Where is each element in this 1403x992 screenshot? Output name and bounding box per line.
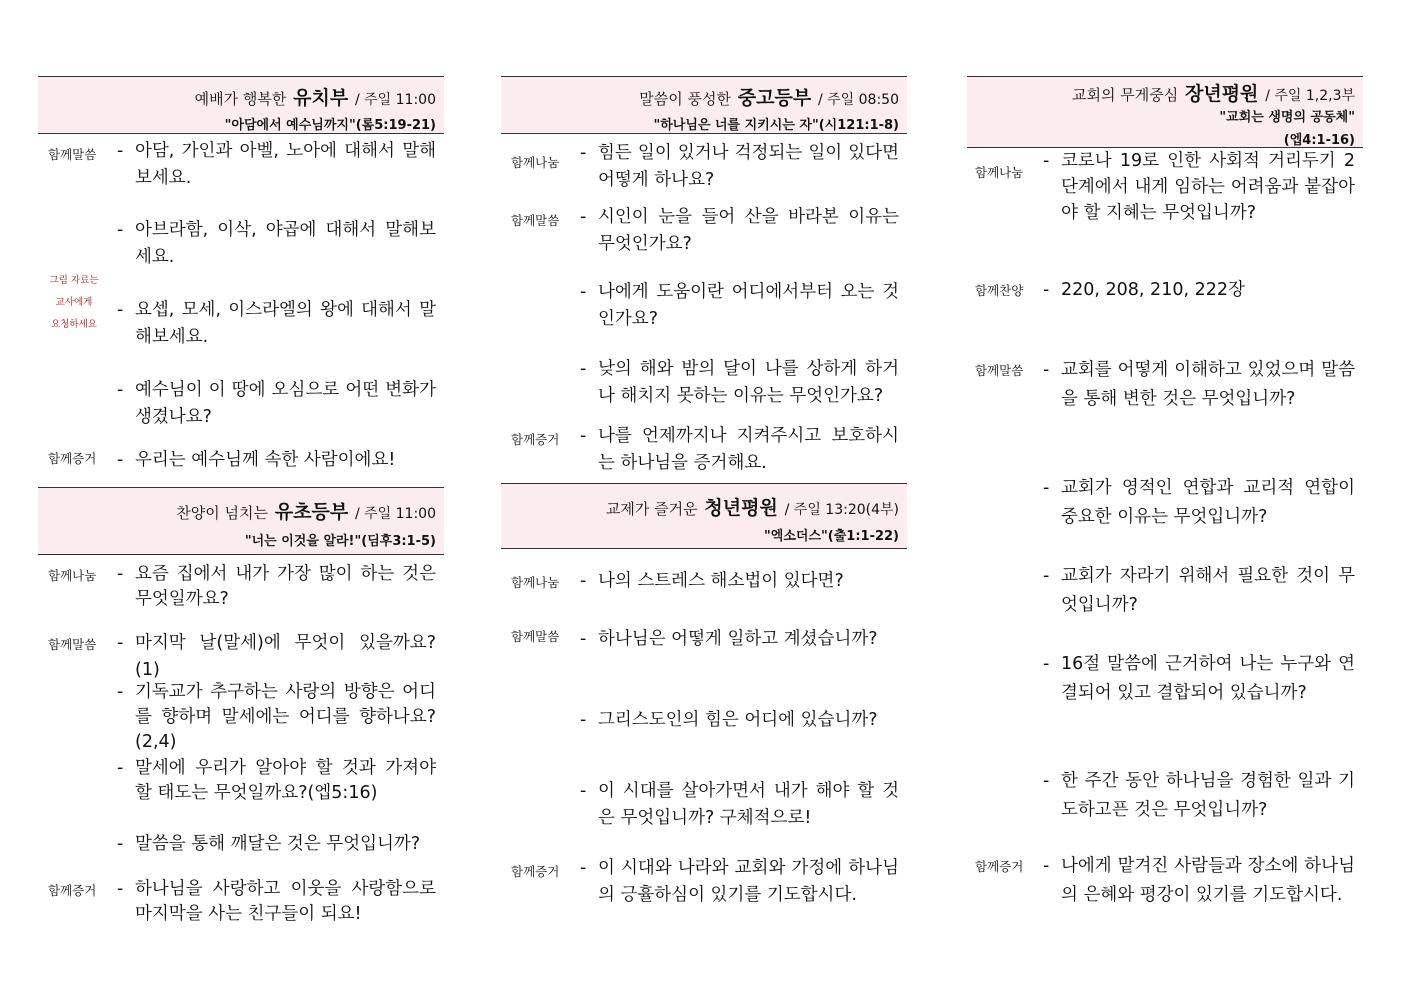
schedule: / 주일 13:20(4부) (784, 502, 899, 518)
item-text: 이 시대를 살아가면서 내가 해야 할 것은 무엇입니까? 구체적으로! (598, 781, 899, 828)
item-text: 힘든 일이 있거나 걱정되는 일이 있다면 어떻게 하나요? (598, 143, 899, 190)
list-item: - 아브라함, 이삭, 야곱에 대해서 말해보세요. (135, 217, 436, 271)
label-word: 함께말씀 (511, 213, 560, 228)
list-item: - 한 주간 동안 하나님을 경험한 일과 기도하고픈 것은 무엇입니까? (1061, 767, 1355, 825)
item-text: 말세에 우리가 알아야 할 것과 가져야 할 태도는 무엇일까요?(엡5:16) (135, 758, 436, 803)
label-share: 함께나눔 (975, 165, 1024, 180)
label-word: 함께말씀 (511, 629, 560, 644)
header-prefix: 교제가 즐거운 (605, 500, 698, 518)
item-text: 나를 언제까지나 지켜주시고 보호하시는 하나님을 증거해요. (598, 426, 899, 473)
young-adult-header (501, 483, 907, 549)
list-item: - 말씀을 통해 깨달은 것은 무엇입니까? (135, 831, 436, 858)
item-text: 낮의 해와 밤의 달이 나를 상하게 하거나 해치지 못하는 이유는 무엇인가요? (598, 359, 899, 406)
department-name: 유초등부 (274, 501, 349, 523)
item-text: 하나님을 사랑하고 이웃을 사랑함으로 마지막을 사는 친구들이 되요! (135, 879, 436, 924)
label-share: 함께나눔 (511, 575, 560, 590)
theme-verse: "교회는 생명의 공동체" (1219, 110, 1355, 125)
item-text: 시인이 눈을 들어 산을 바라본 이유는 무엇인가요? (598, 207, 899, 254)
department-name: 장년평원 (1184, 83, 1259, 105)
label-word: 함께말씀 (48, 637, 97, 652)
list-item: - 힘든 일이 있거나 걱정되는 일이 있다면 어떻게 하나요? (598, 140, 899, 194)
list-item: - 220, 208, 210, 222장 (1061, 277, 1355, 304)
side-note (44, 270, 104, 336)
header-prefix: 예배가 행복한 (194, 90, 287, 108)
label-testimony: 함께증거 (511, 864, 560, 879)
side-note-line: 그림 자료는 (49, 275, 99, 286)
theme-verse: "엑소더스"(출1:1-22) (764, 529, 899, 544)
label-testimony: 함께증거 (48, 451, 97, 466)
list-item: - 교회가 자라기 위해서 필요한 것이 무엇입니까? (1061, 562, 1355, 620)
list-item: - 요셉, 모세, 이스라엘의 왕에 대해서 말해보세요. (135, 297, 436, 351)
theme-verse: "너는 이것을 알라!"(딤후3:1-5) (244, 534, 436, 549)
item-text: 코로나 19로 인한 사회적 거리두기 2단계에서 내게 임하는 어려움과 붙잡아야 할 지혜는 무엇입니까? (1061, 151, 1355, 223)
side-note-line: 교사에게 (55, 297, 93, 308)
label-testimony: 함께증거 (975, 859, 1024, 874)
label-word: 함께말씀 (975, 363, 1024, 378)
list-item: - 하나님은 어떻게 일하고 계셨습니까? (598, 626, 899, 653)
adult-header (967, 76, 1363, 148)
item-text: 교회를 어떻게 이해하고 있었으며 말씀을 통해 변한 것은 무엇입니까? (1061, 360, 1355, 409)
header-prefix: 찬양이 넘치는 (176, 504, 268, 522)
list-item: - 코로나 19로 인한 사회적 거리두기 2단계에서 내게 임하는 어려움과 붙잡아야 할 지혜는 무엇입니까? (1061, 148, 1355, 226)
side-note-line: 요청하세요 (51, 319, 97, 330)
label-testimony: 함께증거 (511, 432, 560, 447)
item-text: 기독교가 추구하는 사랑의 방향은 어디를 향하며 말세에는 어디를 향하나요?(2,4) (135, 682, 436, 752)
item-text: 우리는 예수님께 속한 사람이에요! (135, 450, 396, 470)
elementary-title (176, 497, 436, 524)
item-text: 220, 208, 210, 222장 (1061, 280, 1245, 300)
list-item: - 요즘 집에서 내가 가장 많이 하는 것은 무엇일까요? (135, 562, 436, 612)
item-text: 아브라함, 이삭, 야곱에 대해서 말해보세요. (135, 220, 436, 267)
item-text: 나에게 맡겨진 사람들과 장소에 하나님의 은혜와 평강이 있기를 기도합시다. (1061, 856, 1355, 905)
label-testimony: 함께증거 (48, 883, 97, 898)
item-text: 마지막 날(말세)에 무엇이 있을까요?(1) (135, 633, 436, 680)
list-item: - 우리는 예수님께 속한 사람이에요! (135, 447, 436, 474)
item-text: 하나님은 어떻게 일하고 계셨습니까? (598, 629, 878, 649)
youth-header (501, 76, 907, 134)
list-item: - 이 시대를 살아가면서 내가 해야 할 것은 무엇입니까? 구체적으로! (598, 778, 899, 832)
kindergarten-header (38, 76, 444, 134)
item-text: 이 시대와 나라와 교회와 가정에 하나님의 긍휼하심이 있기를 기도합시다. (598, 858, 899, 905)
list-item: - 나를 언제까지나 지켜주시고 보호하시는 하나님을 증거해요. (598, 423, 899, 477)
header-prefix: 말씀이 풍성한 (639, 90, 731, 108)
theme-verse: "하나님은 너를 지키시는 자"(시121:1-8) (653, 118, 899, 133)
theme-verse: "아담에서 예수님까지"(롬5:19-21) (224, 118, 436, 133)
item-text: 한 주간 동안 하나님을 경험한 일과 기도하고픈 것은 무엇입니까? (1061, 771, 1355, 820)
department-name: 청년평원 (704, 497, 778, 519)
header-prefix: 교회의 무게중심 (1072, 86, 1179, 104)
list-item: - 그리스도인의 힘은 어디에 있습니까? (598, 707, 899, 734)
item-text: 예수님이 이 땅에 오심으로 어떤 변화가 생겼나요? (135, 380, 436, 427)
schedule: / 주일 11:00 (354, 92, 436, 108)
item-text: 아담, 가인과 아벨, 노아에 대해서 말해보세요. (135, 141, 436, 188)
list-item: - 말세에 우리가 알아야 할 것과 가져야 할 태도는 무엇일까요?(엡5:16) (135, 756, 436, 806)
list-item: - 이 시대와 나라와 교회와 가정에 하나님의 긍휼하심이 있기를 기도합시다. (598, 855, 899, 909)
list-item: - 교회가 영적인 연합과 교리적 연합이 중요한 이유는 무엇입니까? (1061, 474, 1355, 532)
schedule: / 주일 11:00 (354, 506, 436, 522)
item-text: 교회가 자라기 위해서 필요한 것이 무엇입니까? (1061, 566, 1355, 615)
item-text: 교회가 영적인 연합과 교리적 연합이 중요한 이유는 무엇입니까? (1061, 478, 1355, 527)
label-share: 함께나눔 (511, 155, 560, 170)
list-item: - 시인이 눈을 들어 산을 바라본 이유는 무엇인가요? (598, 204, 899, 258)
adult-title (1072, 79, 1355, 106)
list-item: - 예수님이 이 땅에 오심으로 어떤 변화가 생겼나요? (135, 377, 436, 431)
list-item: - 하나님을 사랑하고 이웃을 사랑함으로 마지막을 사는 친구들이 되요! (135, 877, 436, 927)
item-text: 나에게 도움이란 어디에서부터 오는 것인가요? (598, 282, 899, 329)
list-item: - 기독교가 추구하는 사랑의 방향은 어디를 향하며 말세에는 어디를 향하나요?(2,4) (135, 680, 436, 755)
item-text: 말씀을 통해 깨달은 것은 무엇입니까? (135, 834, 421, 854)
department-name: 중고등부 (737, 87, 812, 109)
elementary-header (38, 487, 444, 555)
list-item: - 나에게 도움이란 어디에서부터 오는 것인가요? (598, 279, 899, 333)
item-text: 그리스도인의 힘은 어디에 있습니까? (598, 710, 878, 730)
label-praise: 함께찬양 (975, 283, 1024, 298)
list-item: - 낮의 해와 밤의 달이 나를 상하게 하거나 해치지 못하는 이유는 무엇인가요? (598, 356, 899, 410)
youth-title (639, 83, 899, 110)
item-text: 요셉, 모세, 이스라엘의 왕에 대해서 말해보세요. (135, 300, 436, 347)
theme-reference: (엡4:1-16) (1283, 133, 1355, 148)
item-text: 나의 스트레스 해소법이 있다면? (598, 571, 844, 591)
schedule: / 주일 1,2,3부 (1265, 88, 1355, 104)
label-share: 함께나눔 (48, 568, 97, 583)
list-item: - 교회를 어떻게 이해하고 있었으며 말씀을 통해 변한 것은 무엇입니까? (1061, 356, 1355, 414)
list-item: - 나의 스트레스 해소법이 있다면? (598, 568, 899, 595)
department-name: 유치부 (293, 87, 349, 109)
kindergarten-title (195, 83, 436, 110)
list-item: - 나에게 맡겨진 사람들과 장소에 하나님의 은혜와 평강이 있기를 기도합시다. (1061, 852, 1355, 910)
label-word: 함께말씀 (48, 147, 97, 162)
list-item: - 마지막 날(말세)에 무엇이 있을까요?(1) (135, 630, 436, 684)
list-item: - 16절 말씀에 근거하여 나는 누구와 연결되어 있고 결합되어 있습니까? (1061, 650, 1355, 708)
item-text: 16절 말씀에 근거하여 나는 누구와 연결되어 있고 결합되어 있습니까? (1061, 654, 1355, 703)
schedule: / 주일 08:50 (817, 92, 899, 108)
list-item: - 아담, 가인과 아벨, 노아에 대해서 말해보세요. (135, 138, 436, 192)
item-text: 요즘 집에서 내가 가장 많이 하는 것은 무엇일까요? (135, 564, 436, 609)
young-adult-title (606, 493, 899, 520)
